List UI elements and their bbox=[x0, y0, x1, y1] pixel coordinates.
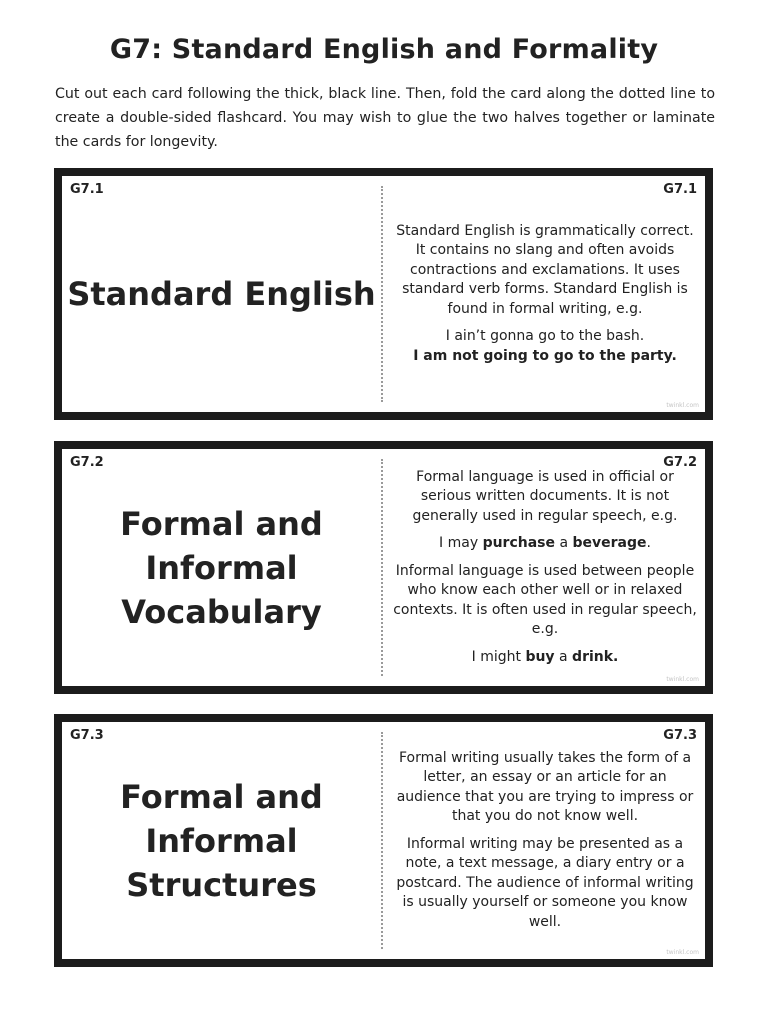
card-back-definition bbox=[393, 722, 697, 959]
card-code-back: G7.2 bbox=[663, 455, 697, 470]
card-term: Formal and Informal Vocabulary bbox=[120, 504, 323, 631]
card-code-front: G7.1 bbox=[70, 182, 104, 197]
example-informal: I ain’t gonna go to the bash. bbox=[445, 328, 645, 345]
flashcard-g7-3 bbox=[54, 714, 713, 967]
card-code-back: G7.3 bbox=[663, 728, 697, 743]
watermark: twinkl.com bbox=[666, 949, 699, 956]
card-code-back: G7.1 bbox=[663, 182, 697, 197]
card-front-term bbox=[62, 176, 381, 412]
flashcard-g7-2 bbox=[54, 441, 713, 694]
instructions: Cut out each card following the thick, black line. Then, fold the card along the dotted line to create a double-sided flashcard. You may wish to glue the two halves together or laminate the cards for longevity. bbox=[55, 86, 715, 150]
flashcard-g7-1 bbox=[54, 168, 713, 420]
example-formal: I am not going to go to the party. bbox=[413, 347, 677, 364]
definition-informal: Informal writing may be presented as a note, a text message, a diary entry or a postcard. The audience of informal writing is usually yourself or someone you know well. bbox=[396, 835, 694, 930]
card-term: Formal and Informal Structures bbox=[120, 777, 323, 904]
card-code-front: G7.3 bbox=[70, 728, 104, 743]
watermark: twinkl.com bbox=[666, 676, 699, 683]
fold-line bbox=[381, 732, 383, 949]
card-back-definition bbox=[393, 449, 697, 686]
fold-line bbox=[381, 186, 383, 402]
page-title: G7: Standard English and Formality bbox=[109, 34, 659, 65]
watermark: twinkl.com bbox=[666, 402, 699, 409]
definition-text: Standard English is grammatically correct. It contains no slang and often avoids contractions and exclamations. It uses standard verb forms. Standard English is found in formal writing, e.g. bbox=[396, 222, 694, 317]
card-back-definition bbox=[393, 176, 697, 412]
example-formal: I may purchase a beverage. bbox=[439, 535, 651, 552]
definition-informal: Informal language is used between people who know each other well or in relaxed contexts. It is often used in regular speech, e.g. bbox=[393, 562, 697, 638]
card-front-term bbox=[62, 722, 381, 959]
fold-line bbox=[381, 459, 383, 676]
definition-formal: Formal writing usually takes the form of a letter, an essay or an article for an audience that you are trying to impress or that you do not know well. bbox=[396, 749, 694, 825]
definition-formal: Formal language is used in official or serious written documents. It is not generally used in regular speech, e.g. bbox=[412, 468, 678, 524]
card-term: Standard English bbox=[67, 275, 376, 313]
card-code-front: G7.2 bbox=[70, 455, 104, 470]
card-front-term bbox=[62, 449, 381, 686]
example-informal: I might buy a drink. bbox=[471, 648, 619, 665]
